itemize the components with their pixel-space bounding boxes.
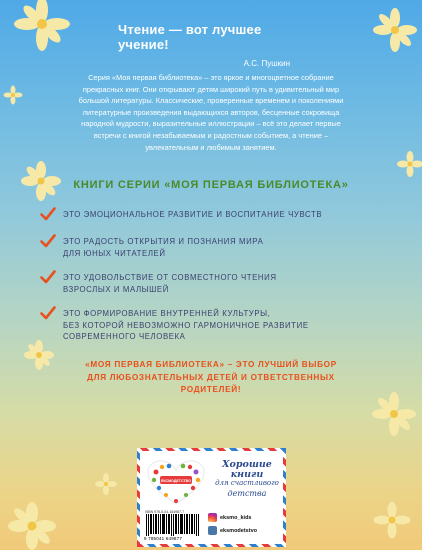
flower-icon — [3, 85, 23, 105]
list-item — [38, 272, 413, 295]
flower-icon — [371, 6, 419, 54]
vk-icon — [208, 526, 217, 535]
checkmark-icon — [40, 233, 56, 249]
slogan — [214, 460, 280, 498]
list-item-line: СОВРЕМЕННОГО ЧЕЛОВЕКА — [63, 332, 186, 341]
list-item-line: ВЗРОСЛЫХ И МАЛЫШЕЙ — [63, 284, 169, 294]
description-line: прекрасных книг. Они открывают детям широкий путь в удивительный мир — [82, 84, 340, 94]
barcode-icon — [145, 514, 199, 536]
heart-logo-label: ЕКСМОДЕТСТВО — [161, 479, 191, 483]
series-description — [44, 72, 378, 153]
description-line: народной мудрости, выразительные иллюстрации – всё это делает первые — [81, 119, 341, 129]
list-item — [38, 236, 413, 259]
description-line: литературные произведения выдающихся авторов, бесценные сокровища — [82, 107, 340, 117]
checkmark-icon — [40, 206, 56, 222]
list-item-line: ЭТО ЭМОЦИОНАЛЬНОЕ РАЗВИТИЕ И ВОСПИТАНИЕ ЧУВСТВ — [63, 210, 323, 219]
flower-icon — [94, 472, 118, 496]
checkmark-icon — [40, 305, 56, 321]
promo-text — [40, 359, 382, 397]
description-line: встречи с книгой незабываемым и радостным событием, а чтение – — [93, 130, 329, 140]
promo-line: ДЛЯ ЛЮБОЗНАТЕЛЬНЫХ ДЕТЕЙ И ОТВЕТСТВЕННЫХ — [87, 372, 335, 382]
social-link[interactable] — [208, 511, 257, 524]
checkmark-icon — [40, 269, 56, 285]
flower-icon — [370, 390, 418, 438]
epigraph-text: Чтение — вот лучшее учение! — [118, 22, 262, 52]
section-title: КНИГИ СЕРИИ «МОЯ ПЕРВАЯ БИБЛИОТЕКА» — [73, 179, 349, 191]
social-link[interactable] — [208, 524, 257, 537]
publisher-card — [137, 448, 286, 547]
epigraph-author: А.С. Пушкин — [243, 59, 290, 68]
list-item — [38, 308, 413, 343]
flower-icon — [372, 500, 412, 540]
flower-icon — [6, 500, 58, 550]
slogan-line: для счастливого — [215, 479, 279, 487]
slogan-line: детства — [227, 488, 267, 498]
promo-line: «МОЯ ПЕРВАЯ БИБЛИОТЕКА» – ЭТО ЛУЧШИЙ ВЫБОР — [85, 360, 337, 369]
instagram-icon — [208, 513, 217, 522]
isbn-label: ISBN 978-5-04-164987-7 — [145, 510, 185, 514]
social-label: eksmo_kids — [220, 514, 252, 521]
description-line: Серия «Моя первая библиотека» – это яркое и многоцветное собрание — [88, 73, 334, 82]
list-item-line: БЕЗ КОТОРОЙ НЕВОЗМОЖНО ГАРМОНИЧНОЕ РАЗВИТИЕ — [63, 320, 309, 330]
list-item-line: ЭТО ФОРМИРОВАНИЕ ВНУТРЕННЕЙ КУЛЬТУРЫ, — [63, 309, 271, 318]
list-item-line: ЭТО РАДОСТЬ ОТКРЫТИЯ И ПОЗНАНИЯ МИРА — [63, 237, 264, 246]
flower-icon — [6, 0, 78, 54]
isbn-number: 9 785041 649877 — [144, 536, 183, 541]
promo-line: РОДИТЕЛЕЙ! — [180, 385, 242, 394]
slogan-line: Хорошие — [222, 459, 272, 470]
flower-icon — [396, 150, 422, 178]
description-line: увлекательным и любимым занятием. — [145, 142, 277, 152]
social-label: eksmodetstvo — [220, 527, 257, 534]
social-links — [208, 511, 257, 537]
description-line: большой литературы. Классические, проверенные временем и поколениями — [78, 96, 344, 106]
list-item-line: ЭТО УДОВОЛЬСТВИЕ ОТ СОВМЕСТНОГО ЧТЕНИЯ — [63, 273, 277, 282]
list-item-line: ДЛЯ ЮНЫХ ЧИТАТЕЛЕЙ — [63, 248, 166, 258]
list-item — [38, 209, 413, 221]
epigraph — [118, 22, 298, 68]
slogan-line: книги — [230, 468, 264, 480]
heart-logo-icon — [146, 460, 206, 506]
